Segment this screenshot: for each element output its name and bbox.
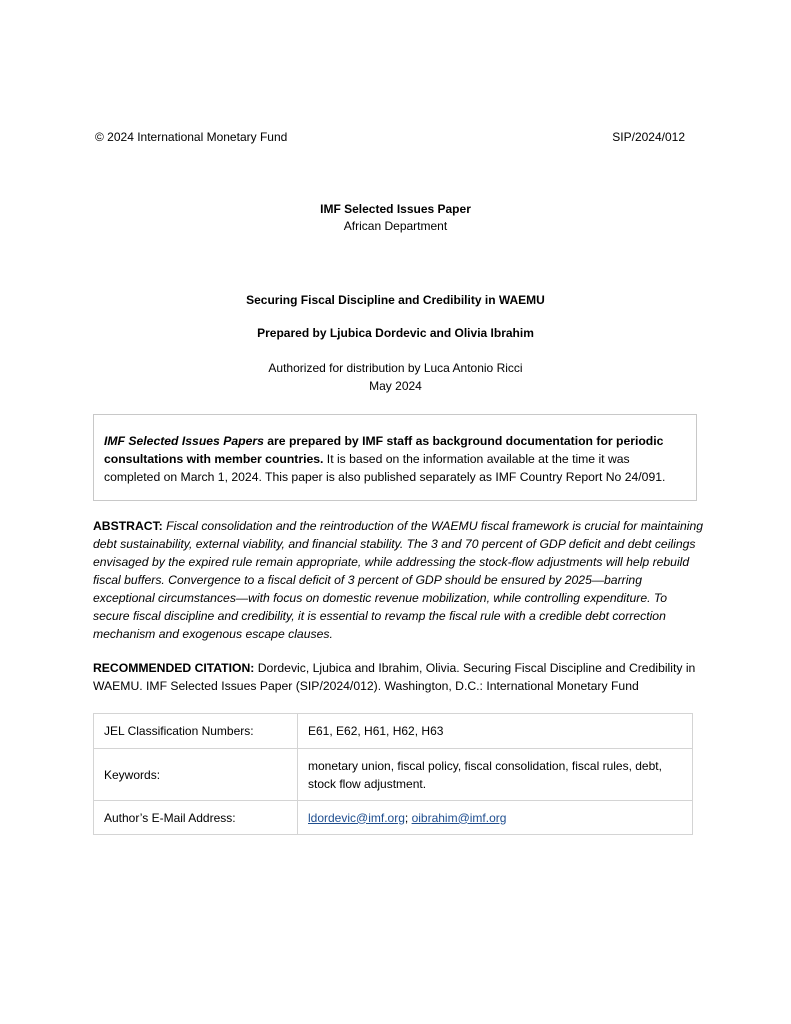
info-table — [93, 713, 693, 835]
disclaimer-series-name: IMF Selected Issues Papers — [104, 434, 264, 448]
abstract — [93, 517, 705, 643]
citation-label: RECOMMENDED CITATION: — [93, 661, 255, 675]
table-row-jel — [94, 714, 693, 749]
email-cell — [298, 801, 693, 835]
disclaimer-box — [93, 414, 697, 501]
email-separator: ; — [404, 810, 412, 825]
table-row-email — [94, 801, 693, 835]
email-link-dordevic[interactable]: ldordevic@imf.org — [308, 810, 405, 825]
disclaimer-bold-text: are prepared by IMF staff as background documentation for periodic consultations with member countries. — [104, 434, 664, 466]
series-title: IMF Selected Issues Paper — [320, 202, 471, 216]
recommended-citation — [93, 659, 705, 695]
paper-id: SIP/2024/012 — [612, 130, 685, 144]
paper-title: Securing Fiscal Discipline and Credibility in WAEMU — [246, 293, 545, 307]
jel-value: E61, E62, H61, H62, H63 — [298, 714, 693, 749]
email-label: Author’s E-Mail Address: — [94, 801, 298, 835]
disclaimer-text: It is based on the information available at the time it was completed on March 1, 2024. This paper is also published separately as IMF Country Report No 24/091. — [104, 452, 666, 484]
authorized-by: Authorized for distribution by Luca Antonio Ricci — [268, 361, 523, 375]
table-row-keywords — [94, 749, 693, 801]
paper-date: May 2024 — [369, 379, 422, 393]
abstract-text: Fiscal consolidation and the reintroduction of the WAEMU fiscal framework is crucial for maintaining debt sustainability, external viability, and financial stability. The 3 and 70 percent of GDP deficit and debt ceilings envisaged by the expired rule remain appropriate, while addressing the stock-flow adjustments will help rebuild fiscal buffers. Convergence to a fiscal deficit of 3 percent of GDP should be ensured by 2025—barring exceptional circumstances—with focus on domestic revenue mobilization, while controlling expenditure. To secure fiscal discipline and credibility, it is essential to revamp the fiscal rule with a credible debt correction mechanism and exogenous escape clauses. — [93, 519, 704, 641]
abstract-label: ABSTRACT: — [93, 519, 163, 533]
email-link-ibrahim[interactable]: oibrahim@imf.org — [411, 810, 507, 825]
prepared-by: Prepared by Ljubica Dordevic and Olivia Ibrahim — [257, 326, 534, 340]
jel-label: JEL Classification Numbers: — [94, 714, 298, 749]
department: African Department — [343, 219, 448, 233]
keywords-value: monetary union, fiscal policy, fiscal consolidation, fiscal rules, debt, stock flow adjustment. — [298, 749, 693, 801]
citation-text: Dordevic, Ljubica and Ibrahim, Olivia. Securing Fiscal Discipline and Credibility in WAEMU. IMF Selected Issues Paper (SIP/2024/012). Washington, D.C.: International Monetary Fund — [93, 661, 696, 693]
keywords-label: Keywords: — [94, 749, 298, 801]
copyright-notice: © 2024 International Monetary Fund — [95, 130, 288, 144]
